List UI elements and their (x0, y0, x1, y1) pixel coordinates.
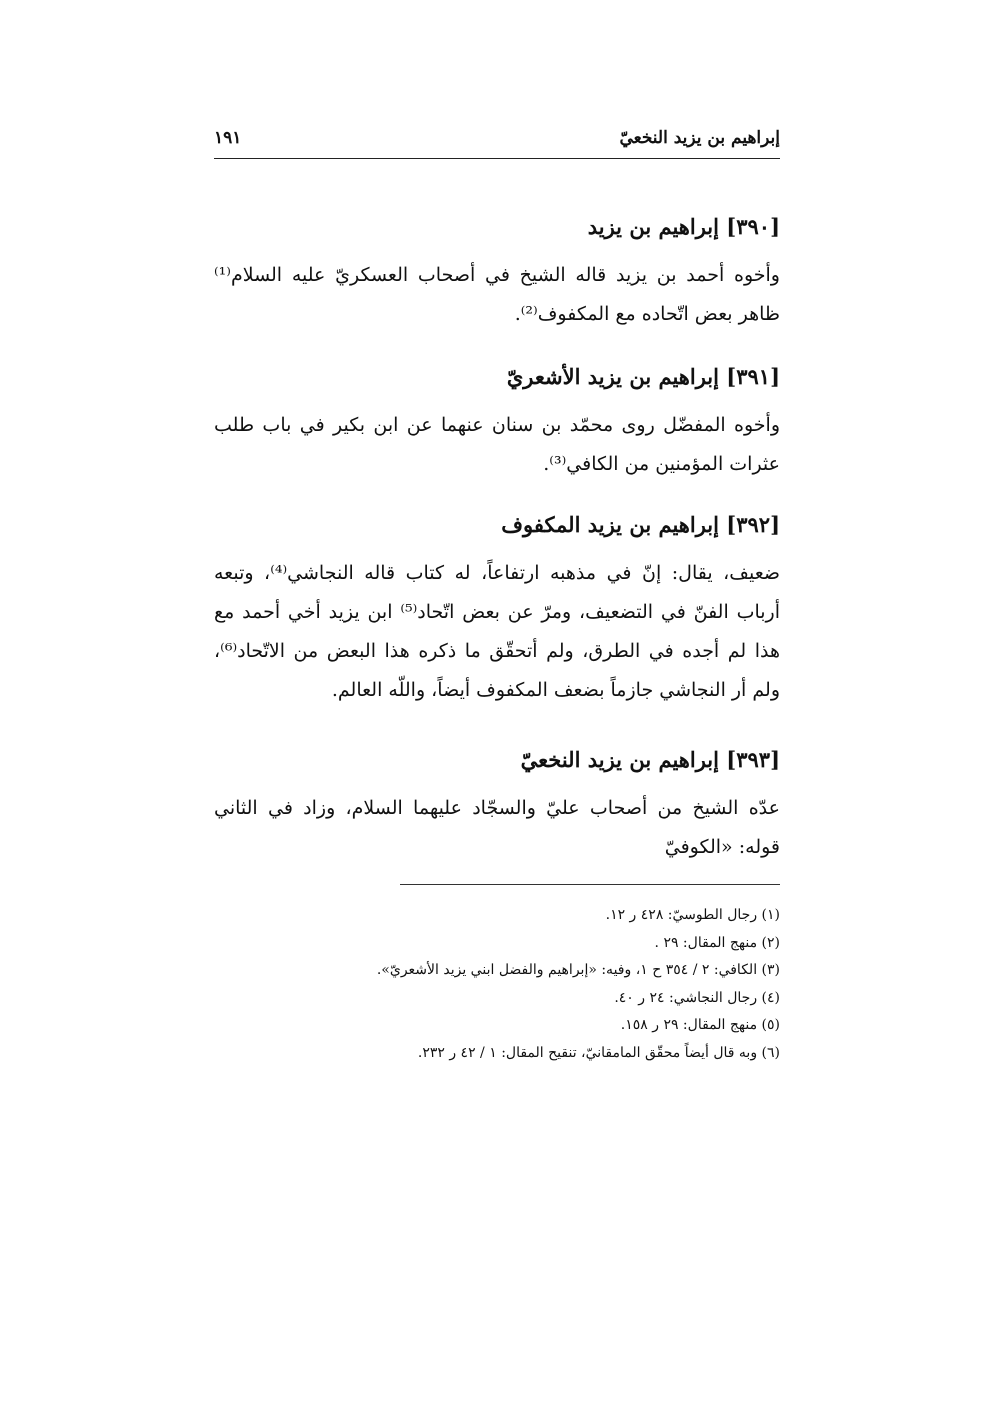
entry-body: وأخوه المفضّل روى محمّد بن سنان عنهما عن ابن بكير في باب طلب عثرات المؤمنين من الكافي⁽³⁾. (214, 414, 780, 475)
footnote-item: (١) رجال الطوسيّ: ٤٢٨ ر ١٢. (605, 907, 780, 923)
entry-body: ضعيف، يقال: إنّ في مذهبه ارتفاعاً، له كتاب قاله النجاشي⁽⁴⁾، وتبعه أرباب الفنّ في التضعيف، ومرّ عن بعض اتّحاد⁽⁵⁾ ابن يزيد أخي أحمد مع هذا لم أجده في الطرق، ولم أتحقّق ما ذكره هذا البعض من الاتّحاد⁽⁶⁾، ولم أر النجاشي جازماً بضعف المكفوف أيضاً، واللّه العالم. (214, 562, 780, 701)
footnote-item: (٣) الكافي: ٢ / ٣٥٤ ح ١، وفيه: «إبراهيم والفضل ابني يزيد الأشعريّ». (376, 962, 780, 979)
footnote-item: (٤) رجال النجاشي: ٢٤ ر ٤٠. (614, 989, 780, 1006)
entry-heading: [٣٩٠] إبراهيم بن يزيد (587, 214, 780, 239)
page-number: ١٩١ (214, 128, 242, 148)
footnote-item: (٦) وبه قال أيضاً محقّق المامقانيّ، تنقيح المقال: ١ / ٤٢ ر ٢٣٢. (417, 1044, 780, 1061)
running-header (214, 124, 780, 159)
footnote-item: (٢) منهج المقال: ٢٩ . (654, 934, 780, 951)
entry-heading: [٣٩٣] إبراهيم بن يزيد النخعيّ (520, 747, 780, 772)
footnote-list (214, 902, 780, 1068)
entry-body: وأخوه أحمد بن يزيد قاله الشيخ في أصحاب العسكريّ عليه السلام⁽¹⁾ ظاهر بعض اتّحاده مع المكفوف⁽²⁾. (214, 264, 780, 325)
entry-heading: [٣٩١] إبراهيم بن يزيد الأشعريّ (506, 364, 780, 389)
entry-body: عدّه الشيخ من أصحاب عليّ والسجّاد عليهما السلام، وزاد في الثاني قوله: «الكوفيّ (214, 797, 780, 858)
footnote-divider (400, 884, 780, 885)
entry-heading: [٣٩٢] إبراهيم بن يزيد المكفوف (501, 512, 780, 537)
running-title: إبراهيم بن يزيد النخعيّ (619, 128, 780, 148)
footnote-item: (٥) منهج المقال: ٢٩ ر ١٥٨. (620, 1017, 780, 1034)
